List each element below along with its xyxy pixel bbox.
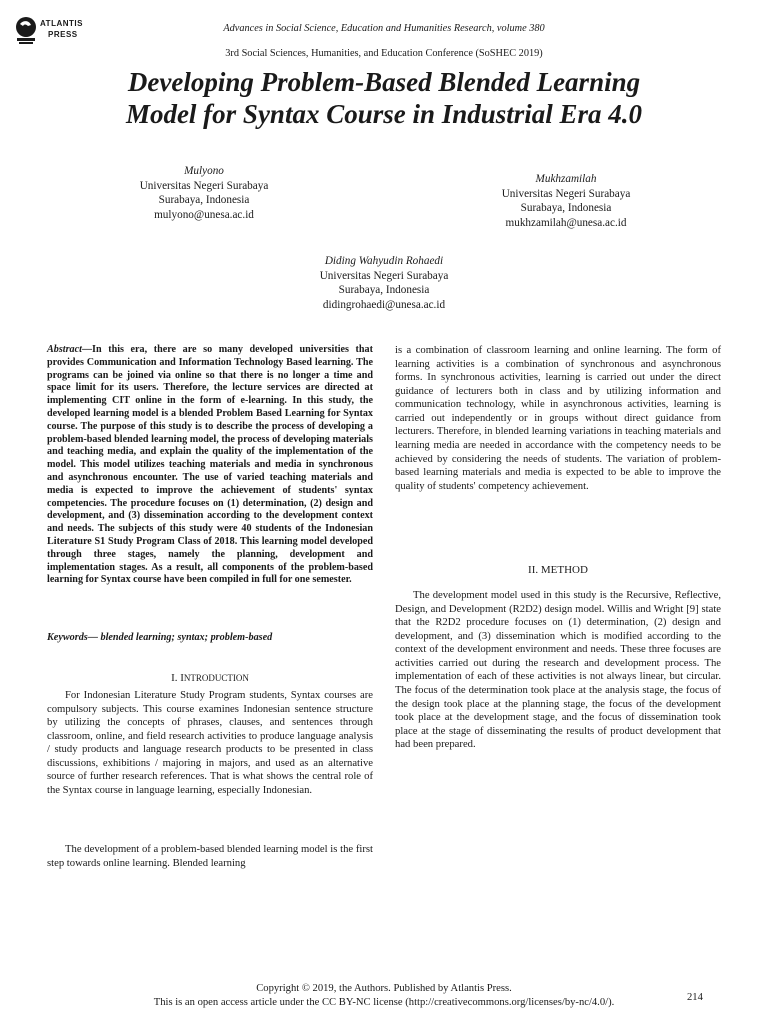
author-name: Mulyono	[184, 165, 224, 177]
section-heading-introduction	[47, 672, 373, 684]
abstract	[47, 344, 373, 587]
author-affiliation: Universitas Negeri Surabaya	[139, 179, 269, 192]
author-block	[284, 254, 484, 312]
paragraph: The development model used in this study is the Recursive, Reflective, Design, and Development (R2D2) design model. Willis and Wright [9] state that the R2D2 procedure focuses on (1) determination, (2) design and development, and (3) dissemination which is modified according to the context of the development environment and needs. These three focuses are activities carried out during the research and development process. The implementation of each of these activities is not always linear, but circular. The focus of the determination took place at the analysis stage, the focus of the design took place at the planning stage, the focus of the development took place at the development stage, and the focus of dissemination took place at the stage of disseminating the results of product development that had been prepared.	[395, 590, 721, 751]
keywords	[47, 632, 373, 643]
section-heading-method: II. METHOD	[528, 564, 588, 576]
author-affiliation: Universitas Negeri Surabaya	[501, 187, 631, 200]
abstract-label: Abstract	[47, 344, 82, 355]
author-affiliation: Universitas Negeri Surabaya	[319, 269, 449, 282]
author-block	[104, 164, 304, 222]
author-email: mulyono@unesa.ac.id	[154, 208, 254, 221]
logo-line1: ATLANTIS	[40, 19, 83, 28]
author-name: Mukhzamilah	[535, 173, 597, 185]
footer-license: This is an open access article under the CC BY-NC license (http://creativecommons.org/licenses/by-nc/4.0/).	[153, 997, 615, 1008]
logo-line2: PRESS	[48, 30, 78, 39]
abstract-dash: —	[81, 344, 93, 355]
keywords-label: Keywords	[47, 632, 88, 643]
page-number: 214	[687, 992, 703, 1003]
author-city: Surabaya, Indonesia	[520, 202, 612, 215]
section-title-rest: NTRODUCTION	[183, 673, 249, 683]
section-first-letter: I	[180, 672, 184, 684]
intro-paragraph-2	[47, 843, 373, 870]
author-block	[466, 172, 666, 230]
conference-header: 3rd Social Sciences, Humanities, and Education Conference (SoSHEC 2019)	[225, 48, 543, 59]
abstract-text: In this era, there are so many developed universities that provides Communication and Information Technology Based learning. The programs can be joined via online so that there is no longer a time and space limit for its users. Therefore, the lecture services are directed at implementing CIT online in the form of e-learning. In this study, the developed learning model is a blended Problem Based Learning for Syntax course. The purpose of this study is to describe the process of developing a problem-based blended learning model, the process of developing materials and teaching media, and explain the quality of the implementation of the model. This model utilizes teaching materials and media in synchronous and asynchronous encounter. The use of varied teaching materials and media is expected to improve the achievement of students' syntax competencies. The procedure focuses on (1) determination, (2) design and development, and (3) dissemination according to the development context and needs. The subjects of this study were 40 students of the Indonesian Literature S1 Study Program Class of 2018. This learning model developed through three stages, namely the planning, development and implementation stages. As a result, all components of the problem-based learning for Syntax course have been compiled in full for one semester.	[47, 344, 373, 586]
paragraph: is a combination of classroom learning and online learning. The form of learning activities is a combination of synchronous and asynchronous forms. In synchronous activities, learning is carried out under the direct guidance of lecturers both in class and by utilizing information and communication technology, while in asynchronous activities, learning is carried out independently or in groups without direct guidance from lecturers. Therefore, in blended learning variations in teaching materials and learning media are needed in accordance with the competency needs to be achieved by considering the needs of students. The variation of problem-based learning materials and media is expected to be able to improve the quality of students' competency achievement.	[395, 345, 721, 492]
author-city: Surabaya, Indonesia	[158, 194, 250, 207]
section-numeral: I.	[171, 672, 178, 684]
journal-header: Advances in Social Science, Education and Humanities Research, volume 380	[223, 23, 545, 34]
author-city: Surabaya, Indonesia	[338, 284, 430, 297]
title-line-2: Model for Syntax Course in Industrial Era 4.0	[125, 99, 643, 129]
title-line-1: Developing Problem-Based Blended Learning	[127, 67, 641, 97]
method-paragraph	[395, 589, 721, 752]
author-email: mukhzamilah@unesa.ac.id	[505, 216, 627, 229]
author-email: didingrohaedi@unesa.ac.id	[322, 298, 446, 311]
paragraph: The development of a problem-based blended learning model is the first step towards online learning. Blended learning	[47, 844, 373, 869]
intro-paragraph-1	[47, 689, 373, 798]
paper-title	[0, 66, 768, 130]
paragraph: For Indonesian Literature Study Program students, Syntax courses are compulsory subjects. This course examines Indonesian sentence structure by utilizing the concepts of phrases, clauses, and sentences through classroom, online, and field research activities to produce language analysis / study products and language research products to be presented in class discussions, exhibitions / majoring in majors, and used as an alternative source of further research references. That is what shows the central role of the Syntax course in language learning, especially Indonesian.	[47, 690, 373, 797]
footer-copyright: Copyright © 2019, the Authors. Published by Atlantis Press.	[256, 983, 512, 994]
author-name: Diding Wahyudin Rohaedi	[324, 255, 444, 267]
intro-continuation	[395, 344, 721, 493]
keywords-text: — blended learning; syntax; problem-based	[87, 632, 273, 643]
